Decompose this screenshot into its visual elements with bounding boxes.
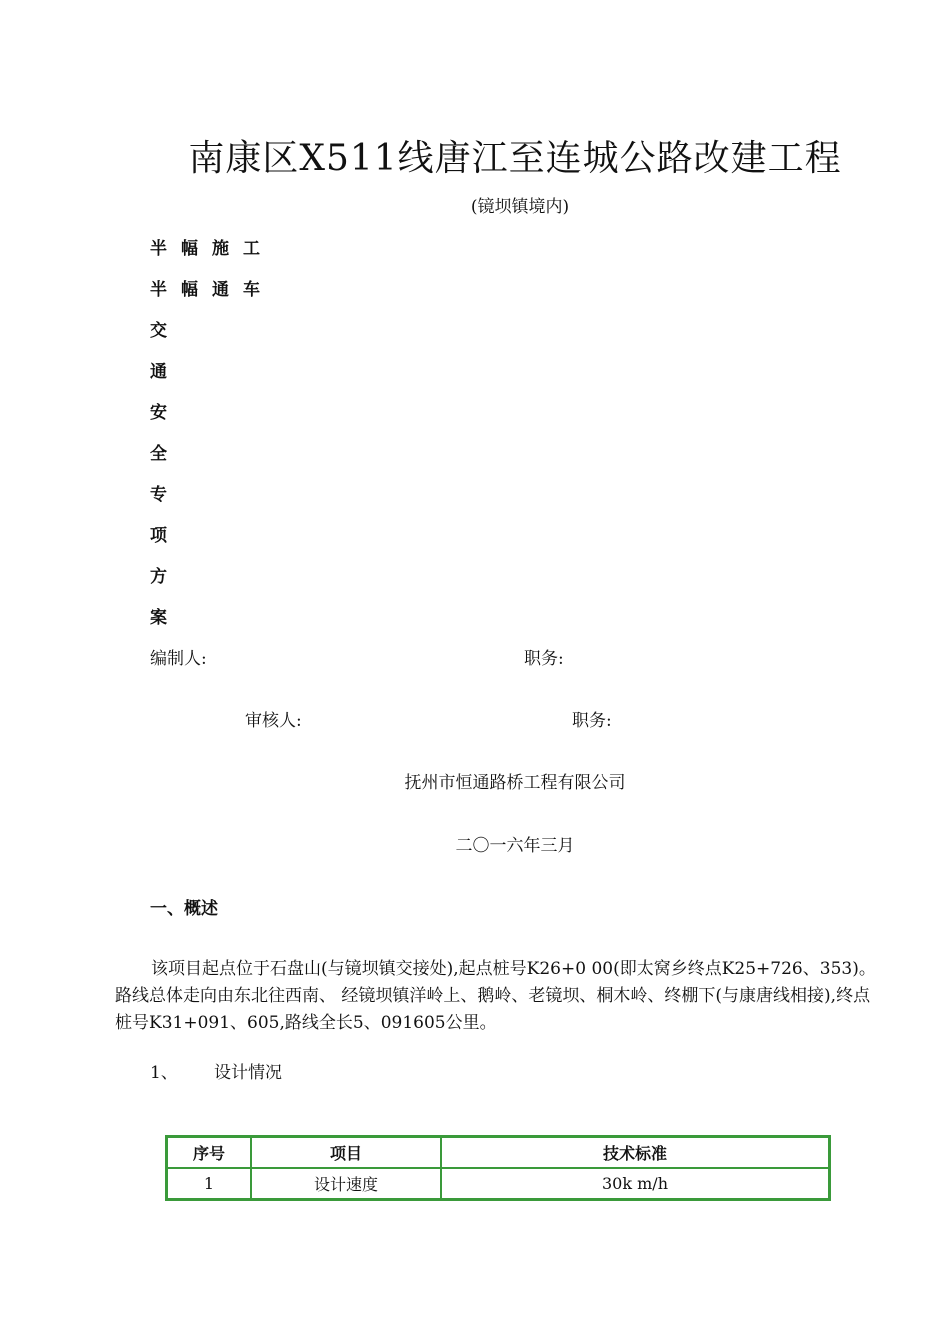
document-title: 南康区X511线唐江至连城公路改建工程 [188, 138, 842, 179]
table-header-row [167, 1137, 829, 1168]
table-header-cell: 序号 [167, 1137, 251, 1168]
document-date: 二〇一六年三月 [455, 836, 575, 856]
document-subtitle: (镜坝镇境内) [470, 197, 570, 217]
table-row [167, 1168, 829, 1199]
vertical-char-3: 安 [150, 403, 167, 423]
design-spec-table [165, 1135, 831, 1201]
subsection-number: 1、 [150, 1063, 178, 1083]
table-cell: 设计速度 [251, 1168, 441, 1199]
vertical-char-8: 案 [150, 608, 167, 628]
company-name: 抚州市恒通路桥工程有限公司 [404, 773, 626, 793]
table-cell: 1 [167, 1168, 251, 1199]
vertical-char-5: 专 [150, 485, 167, 505]
section-heading: 一、概述 [150, 899, 218, 919]
vertical-char-7: 方 [150, 567, 167, 587]
heading-line-1: 半幅施工 [150, 239, 274, 259]
compiler-label: 编制人: [150, 649, 207, 669]
compiler-title-label: 职务: [524, 649, 564, 669]
overview-text: 该项目起点位于石盘山(与镜坝镇交接处),起点桩号K26+0 00(即太窝乡终点K25+726、353)。路线总体走向由东北往西南、 经镜坝镇洋岭上、鹅岭、老镜坝、桐木岭、终棚下(与康唐线相接),终点桩号K31+091、605,路线全长5、091605公里。 [115, 959, 876, 1033]
table-header-cell: 项目 [251, 1137, 441, 1168]
vertical-char-1: 交 [150, 321, 167, 341]
vertical-char-6: 项 [150, 526, 167, 546]
table-header-cell: 技术标准 [441, 1137, 829, 1168]
reviewer-title-label: 职务: [572, 711, 612, 731]
vertical-char-4: 全 [150, 444, 167, 464]
subsection-title: 设计情况 [214, 1063, 282, 1083]
overview-paragraph [115, 956, 885, 1037]
heading-line-2: 半幅通车 [150, 280, 274, 300]
table-cell: 30k m/h [441, 1168, 829, 1199]
vertical-char-2: 通 [150, 362, 167, 382]
reviewer-label: 审核人: [245, 711, 302, 731]
